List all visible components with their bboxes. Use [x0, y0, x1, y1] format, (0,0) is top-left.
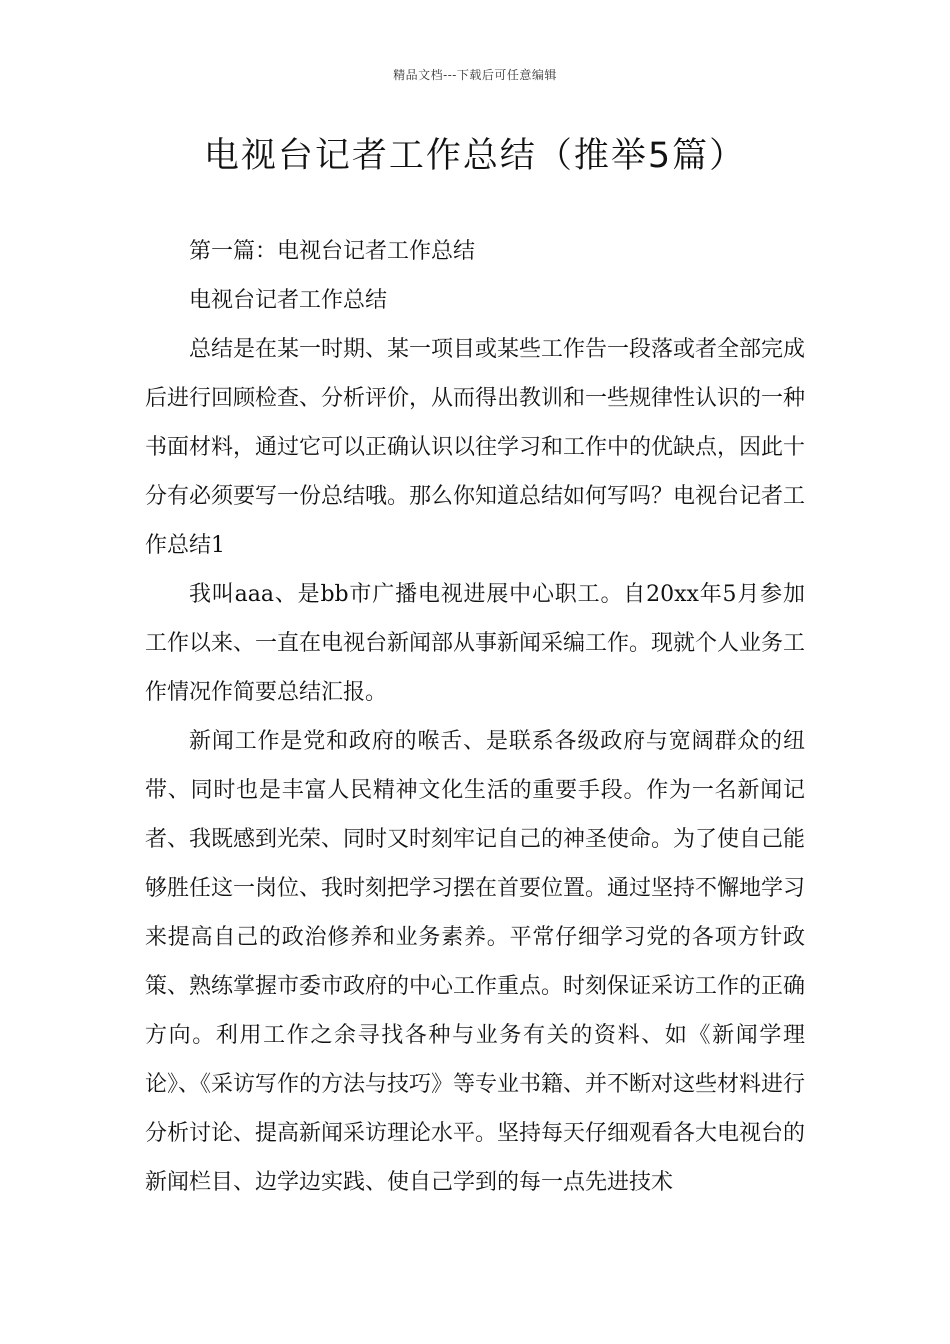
- header-note: 精品文档---下载后可任意编辑: [393, 68, 557, 82]
- body-paragraph: 总结是在某一时期、某一项目或某些工作告一段落或者全部完成后进行回顾检查、分析评价，从而得出教训和一些规律性认识的一种书面材料，通过它可以正确认识以往学习和工作中的优缺点，因此十分有必须要写一份总结哦。那么你知道总结如何写吗？电视台记者工作总结1: [145, 337, 806, 558]
- body-paragraph: 我叫aaa、是bb市广播电视进展中心职工。自20xx年5月参加工作以来、一直在电视台新闻部从事新闻采编工作。现就个人业务工作情况作简要总结汇报。: [145, 582, 806, 705]
- subheading: 电视台记者工作总结: [189, 288, 388, 313]
- document-title: 电视台记者工作总结（推举5篇）: [203, 136, 747, 176]
- document-body: [145, 227, 805, 1207]
- section-heading: 第一篇：电视台记者工作总结: [189, 239, 476, 264]
- body-paragraph: 新闻工作是党和政府的喉舌、是联系各级政府与宽阔群众的纽带、同时也是丰富人民精神文化生活的重要手段。作为一名新闻记者、我既感到光荣、同时又时刻牢记自己的神圣使命。为了使自己能够胜任这一岗位、我时刻把学习摆在首要位置。通过坚持不懈地学习来提高自己的政治修养和业务素养。平常仔细学习党的各项方针政策、熟练掌握市委市政府的中心工作重点。时刻保证采访工作的正确方向。利用工作之余寻找各种与业务有关的资料、如《新闻学理论》、《采访写作的方法与技巧》等专业书籍、并不断对这些材料进行分析讨论、提高新闻采访理论水平。坚持每天仔细观看各大电视台的新闻栏目、边学边实践、使自己学到的每一点先进技术: [145, 729, 806, 1195]
